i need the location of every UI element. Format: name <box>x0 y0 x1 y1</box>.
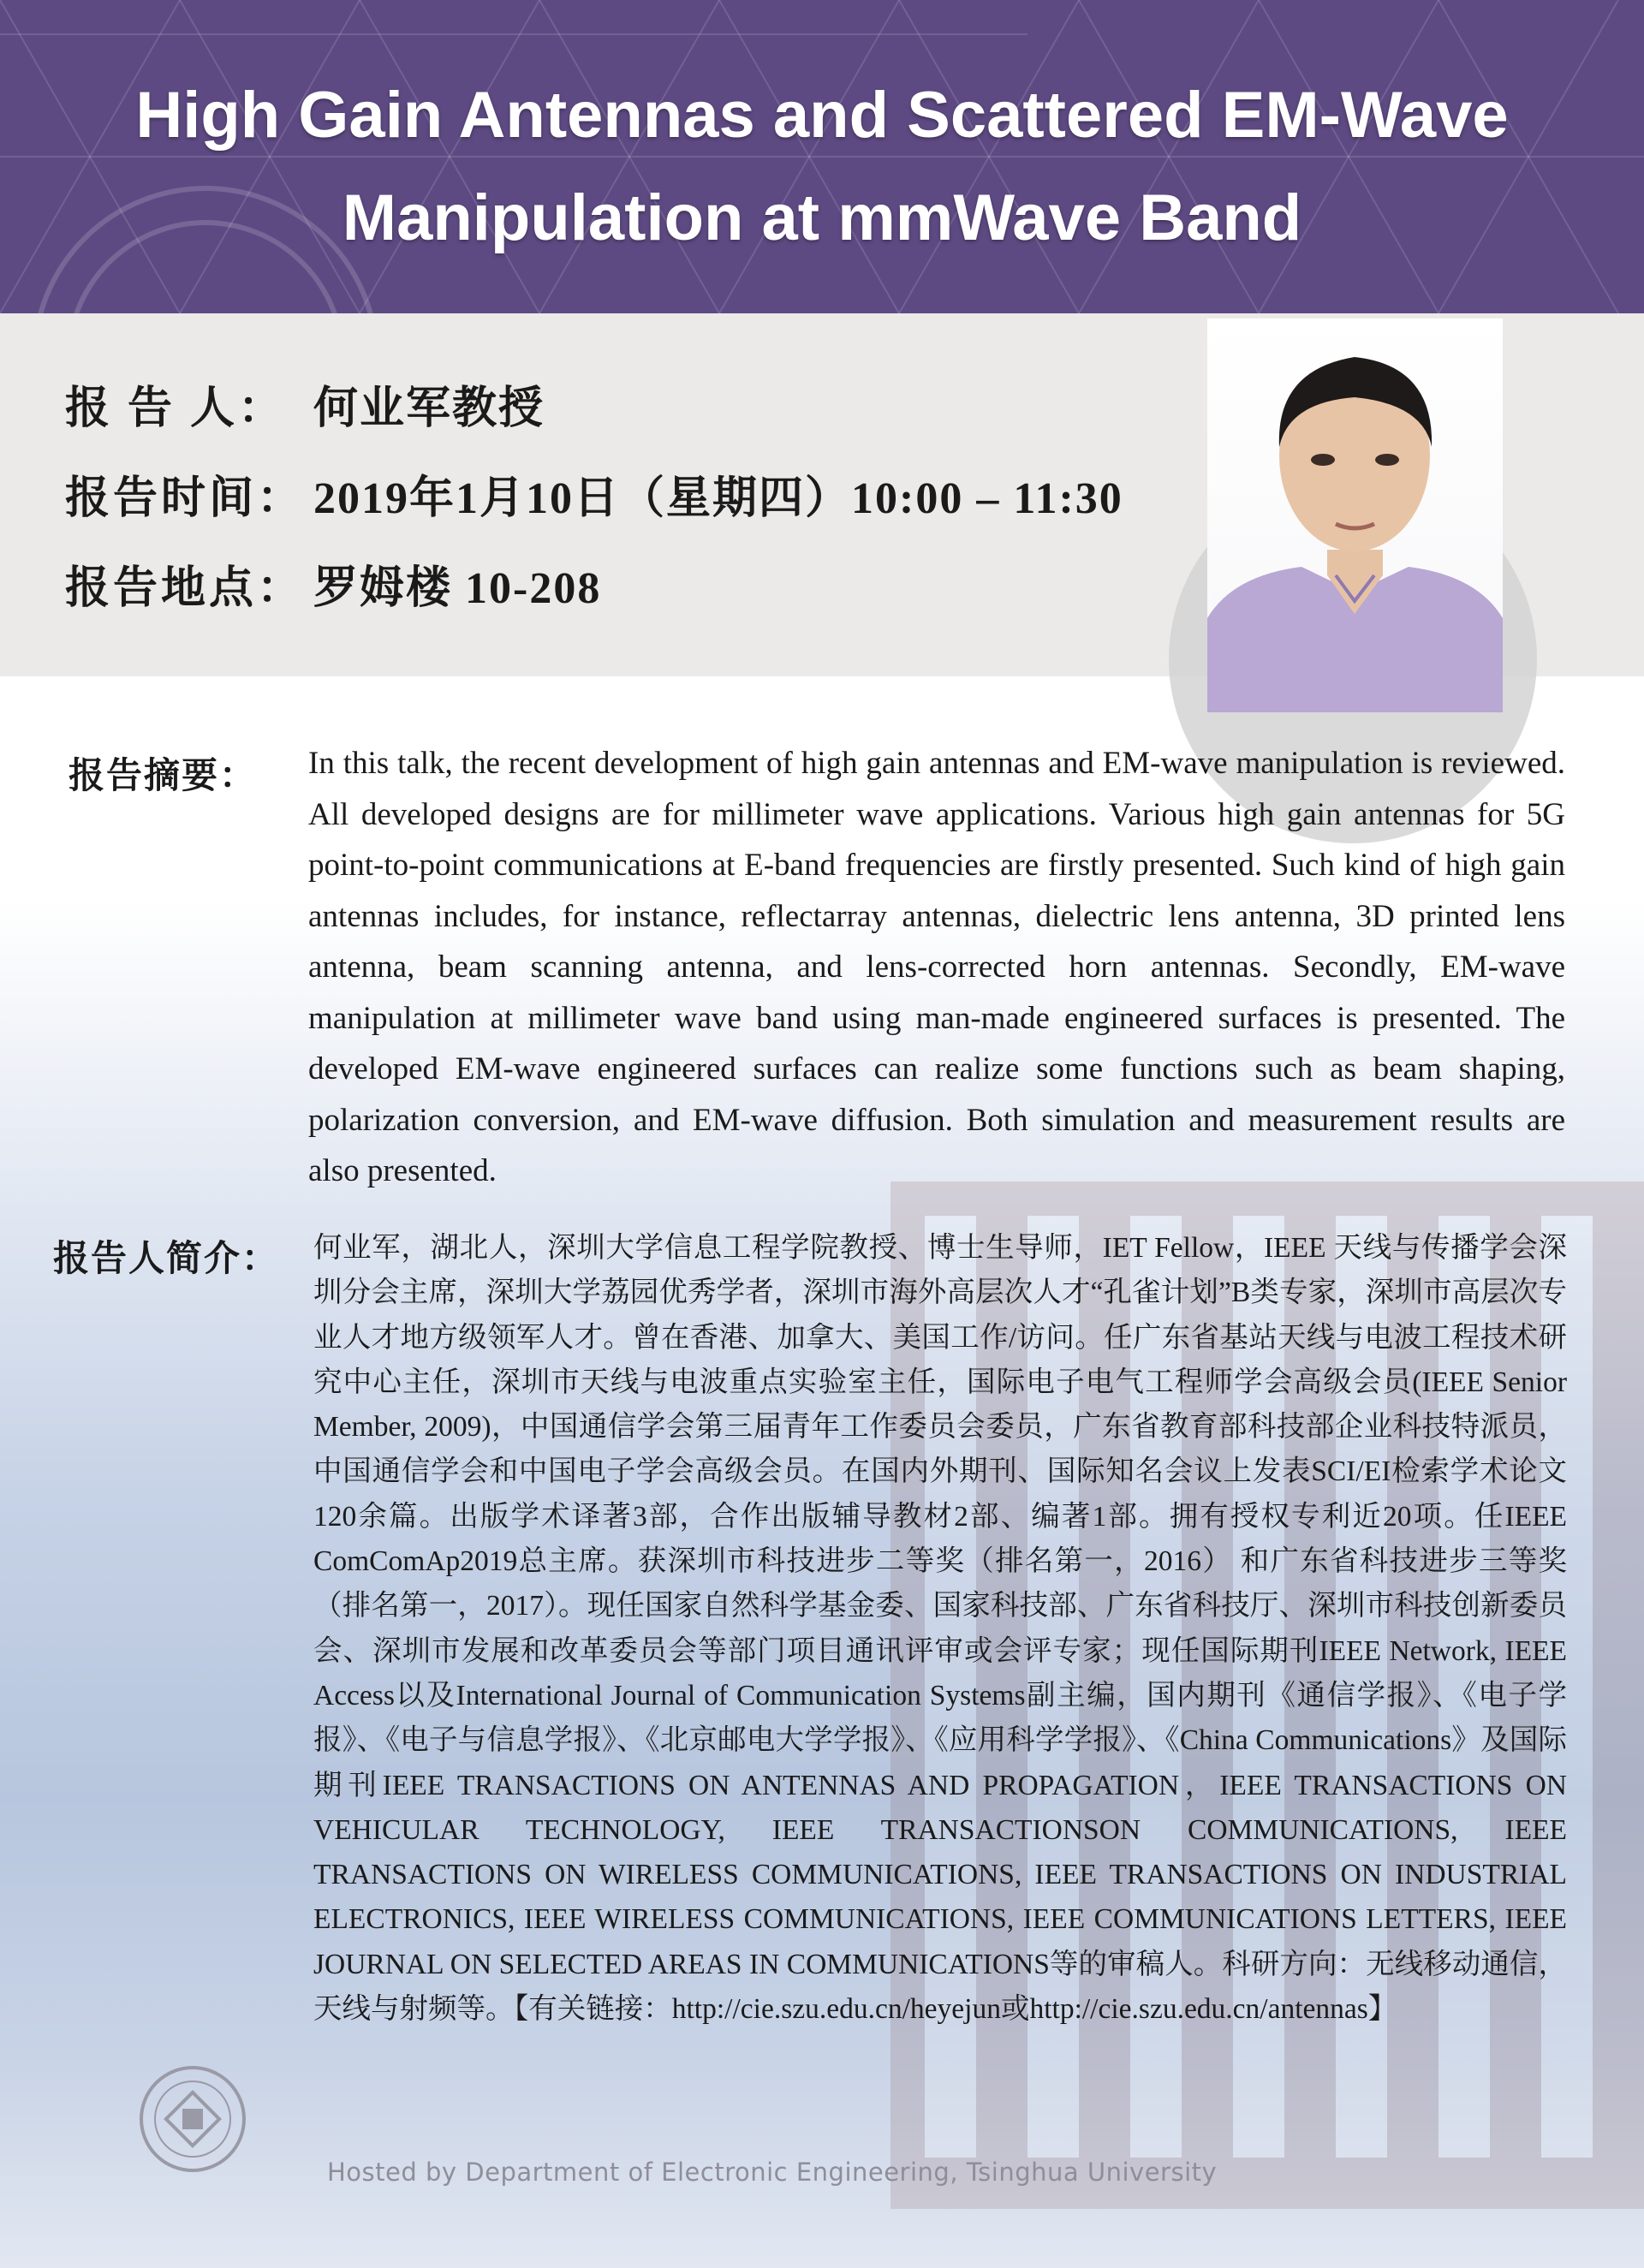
talk-place: 罗姆楼 10-208 <box>313 564 602 613</box>
abstract-label: 报告摘要： <box>68 757 258 796</box>
title-line-2: Manipulation at mmWave Band <box>342 182 1302 254</box>
abstract-text: In this talk, the recent development of high gain antennas and EM-wave manipulation is reviewed. All developed designs are for millimeter wave applications. Various high gain antennas for 5G point-to-point communications at E-band frequencies are firstly presented. Such kind of high gain antennas includes, for instance, reflectarray antennas, dielectric lens antenna, 3D printed lens antenna, beam scanning antenna, and lens-corrected horn antennas. Secondly, EM-wave manipulation at millimeter wave band using man-made engineered surfaces is presented. The developed EM-wave engineered surfaces can realize some functions such as beam shaping, polarization conversion, and EM-wave diffusion. Both simulation and measurement results are also presented. <box>308 746 1565 1188</box>
time-row <box>65 473 1123 525</box>
header-banner <box>0 0 1644 313</box>
speaker-name: 何业军教授 <box>313 384 545 433</box>
bio-text: 何业军，湖北人，深圳大学信息工程学院教授、博士生导师，IET Fellow，IEEE 天线与传播学会深圳分会主席，深圳大学荔园优秀学者，深圳市海外高层次人才“孔雀计划”B类专家，深圳市高层次专业人才地方级领军人才。曾在香港、加拿大、美国工作/访问。任广东省基站天线与电波工程技术研究中心主任，深圳市天线与电波重点实验室主任，国际电子电气工程师学会高级会员(IEEE Senior Member, 2009)，中国通信学会第三届青年工作委员会委员，广东省教育部科技部企业科技特派员，中国通信学会和中国电子学会高级会员。在国内外期刊、国际知名会议上发表SCI/EI检索学术论文120余篇。出版学术译著3部，合作出版辅导教材2部、编著1部。拥有授权专利近20项。任IEEE ComComAp2019总主席。获深圳市科技进步二等奖（排名第一，2016） 和广东省科技进步三等奖（排名第一，2017）。现任国家自然科学基金委、国家科技部、广东省科技厅、深圳市科技创新委员会、深圳市发展和改革委员会等部门项目通讯评审或会评专家；现任国际期刊IEEE Network, IEEE Access以及International Journal of Communication Systems副主编，国内期刊《通信学报》、《电子学报》、《电子与信息学报》、《北京邮电大学学报》、《应用科学学报》、《China Communications》及国际期刊IEEE TRANSACTIONS ON ANTENNAS AND PROPAGATION，IEEE TRANSACTIONS ON VEHICULAR TECHNOLOGY, IEEE TRANSACTIONSON COMMUNICATIONS, IEEE TRANSACTIONS ON WIRELESS COMMUNICATIONS, IEEE TRANSACTIONS ON INDUSTRIAL ELECTRONICS, IEEE WIRELESS COMMUNICATIONS, IEEE COMMUNICATIONS LETTERS, IEEE JOURNAL ON SELECTED AREAS IN COMMUNICATIONS等的审稿人。科研方向：无线移动通信，天线与射频等。【有关链接：http://cie.szu.edu.cn/heyejun或http://cie.szu.edu.cn/antennas】 <box>313 1232 1567 2026</box>
speaker-portrait <box>1207 318 1503 712</box>
talk-time: 2019年1月10日（星期四）10:00 – 11:30 <box>313 474 1123 523</box>
title-line-1: High Gain Antennas and Scattered EM-Wave <box>135 79 1509 152</box>
time-label: 报告时间： <box>65 474 306 523</box>
place-row <box>65 563 601 615</box>
speaker-row <box>65 384 545 435</box>
talk-title <box>0 64 1644 270</box>
bio-label: 报告人简介： <box>53 1240 280 1279</box>
speaker-label: 报 告 人： <box>65 384 287 433</box>
department-logo-icon <box>137 2063 248 2175</box>
portrait-icon <box>1207 318 1503 712</box>
footer-host: Hosted by Department of Electronic Engineering, Tsinghua University <box>327 2158 1218 2187</box>
place-label: 报告地点： <box>65 564 306 613</box>
